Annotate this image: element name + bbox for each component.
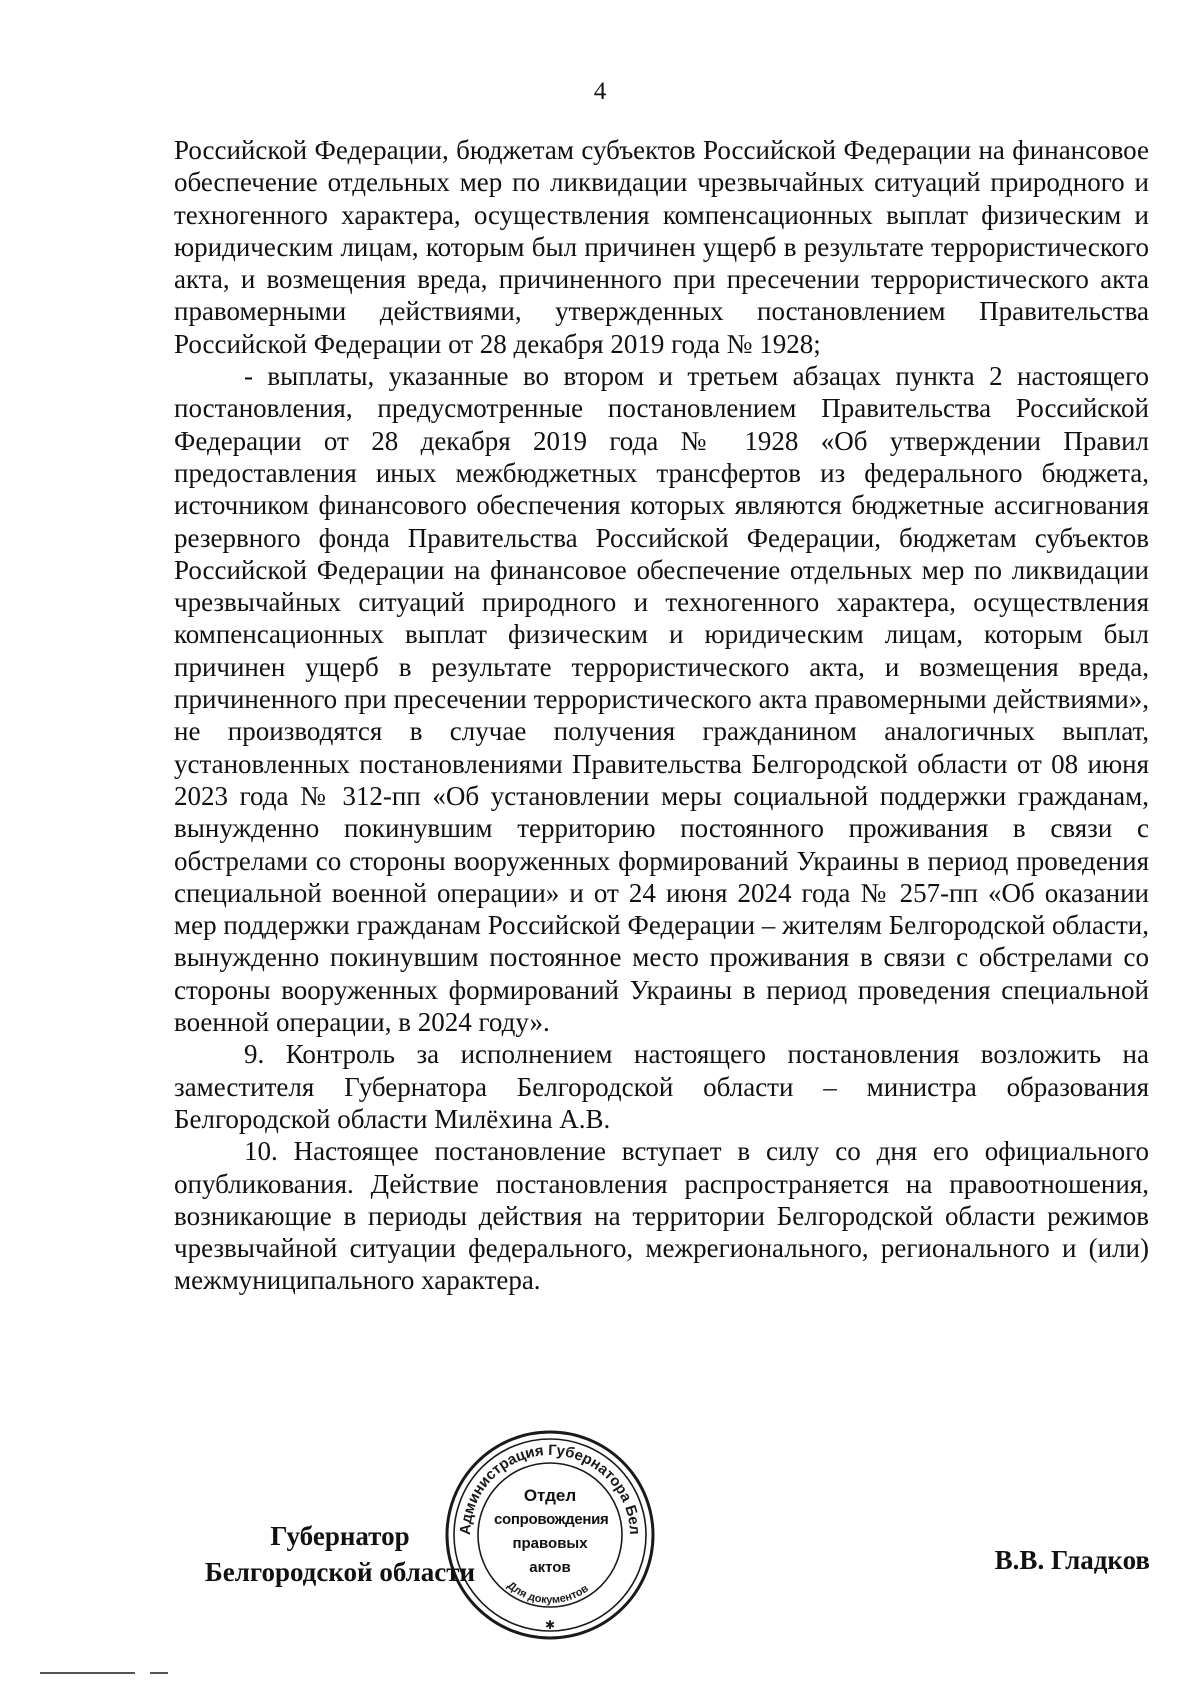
signatory-title-line2: Белгородской области [204,1557,476,1587]
stamp-bottom-text: Для документов [504,1579,591,1607]
paragraph-item-9: 9. Контроль за исполнением настоящего постановления возложить на заместителя Губернатора Белгородской области – министра образования Белгородской области Милёхина А.В. [174,1039,1149,1134]
page-number: 4 [593,78,607,105]
stamp-center-text [494,1480,609,1590]
stamp-star-icon: ✱ [544,1618,556,1632]
signatory-title [190,1518,490,1590]
stamp-ring-text: Администрация Губернатора Бел [456,1441,644,1536]
stamp-center-line: Отдел [523,1486,577,1505]
scan-artifact-line [150,1672,168,1674]
stamp-center-line: актов [529,1559,571,1576]
stamp-center-line: сопровождения [494,1511,609,1528]
scan-artifact-line [40,1672,135,1674]
paragraph-payments: - выплаты, указанные во втором и третьем абзацах пункта 2 настоящего постановления, предусмотренные постановлением Правительства Российской Федерации от 28 декабря 2019 года № 1928 «Об утверждении Правил предоставления иных межбюджетных трансфертов из федерального бюджета, источником финансового обеспечения которых являются бюджетные ассигнования резервного фонда Правительства Российской Федерации, бюджетам субъектов Российской Федерации на финансовое обеспечение отдельных мер по ликвидации чрезвычайных ситуаций природного и техногенного характера, осуществления компенсационных выплат физическим и юридическим лицам, которым был причинен ущерб в результате террористического акта, и возмещения вреда, причиненного при пресечении террористического акта правомерными действиями», не производятся в случае получения гражданином аналогичных выплат, установленных постановлениями Правительства Белгородской области от 08 июня 2023 года № 312-пп «Об установлении меры социальной поддержки гражданам, вынужденно покинувшим территорию постоянного проживания в связи с обстрелами со стороны вооруженных формирований Украины в период проведения специальной военной операции» и от 24 июня 2024 года № 257-пп «Об оказании мер поддержки гражданам Российской Федерации – жителям Белгородской области, вынужденно покинувшим постоянное место проживания в связи с обстрелами со стороны вооруженных формирований Украины в период проведения специальной военной операции, в 2024 году». [174,361,1149,1038]
signatory-title-line1: Губернатор [270,1521,410,1551]
paragraph-item-10: 10. Настоящее постановление вступает в силу со дня его официального опубликования. Действие постановления распространяется на правоотношения, возникающие в периоды действия на территории Белгородской области режимов чрезвычайной ситуации федерального, межрегионального, регионального и (или) межмуниципального характера. [174,1136,1149,1296]
paragraph-continuation: Российской Федерации, бюджетам субъектов Российской Федерации на финансовое обеспечение отдельных мер по ликвидации чрезвычайных ситуаций природного и техногенного характера, осуществления компенсационных выплат физическим и юридическим лицам, которым был причинен ущерб в результате террористического акта, и возмещения вреда, причиненного при пресечении террористического акта правомерными действиями, утвержденных постановлением Правительства Российской Федерации от 28 декабря 2019 года № 1928; [174,135,1149,359]
document-body [174,134,1149,1297]
signatory-name: В.В. Гладков [994,1545,1150,1575]
stamp-center-line: правовых [512,1535,588,1552]
